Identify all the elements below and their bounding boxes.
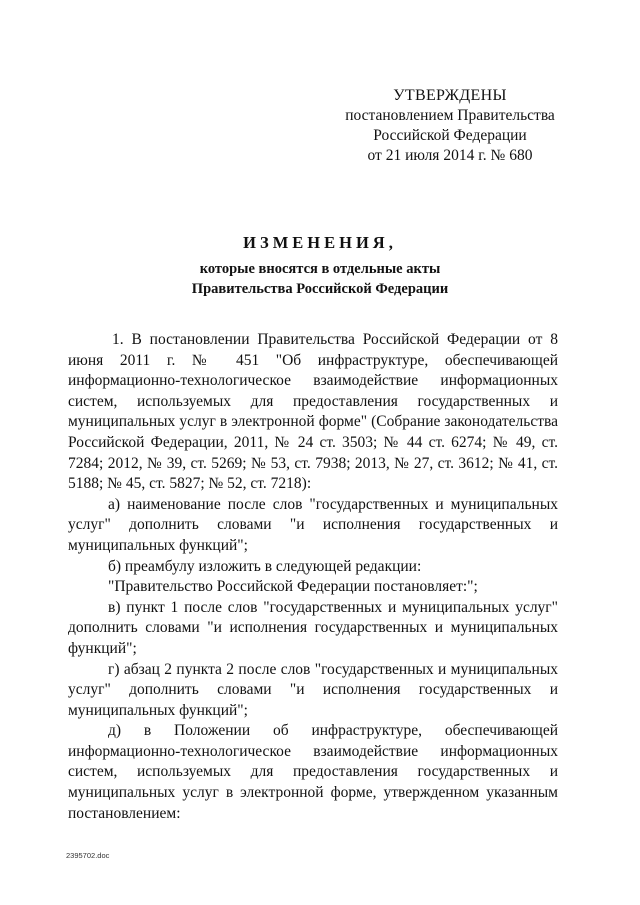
document-title: ИЗМЕНЕНИЯ,	[243, 233, 397, 252]
paragraph-item-d: д) в Положении об инфраструктуре, обеспечивающей информационно-технологическое взаимодействие информационных систем, используемых для предоставления государственных и муниципальных услуг в электронной форме, утвержденном указанным постановлением:	[68, 722, 558, 822]
paragraph-item-v: в) пункт 1 после слов "государственных и муниципальных услуг" дополнить словами "и исполнения государственных и муниципальных функций";	[68, 598, 558, 657]
approval-line-1: постановлением Правительства	[345, 107, 555, 124]
document-subtitle-line-2: Правительства Российской Федерации	[191, 281, 449, 297]
paragraph-item-a: а) наименование после слов "государственных и муниципальных услуг" дополнить словами "и исполнения государственных и муниципальных функций";	[68, 495, 558, 554]
approval-stamp	[330, 86, 570, 166]
paragraph-item-b: б) преамбулу изложить в следующей редакции:	[108, 557, 422, 575]
document-body	[68, 330, 558, 824]
document-heading	[60, 232, 580, 299]
document-subtitle-line-1: которые вносятся в отдельные акты	[199, 261, 441, 277]
paragraph-item-g: г) абзац 2 пункта 2 после слов "государственных и муниципальных услуг" дополнить словами "и исполнения государственных и муниципальных функций";	[68, 660, 558, 719]
paragraph-preamble-quote: "Правительство Российской Федерации постановляет:";	[108, 578, 478, 596]
document-file-code: 2395702.doc	[66, 851, 110, 860]
approval-heading: УТВЕРЖДЕНЫ	[393, 87, 507, 104]
paragraph-1: 1. В постановлении Правительства Российской Федерации от 8 июня 2011 г. № 451 "Об инфраструктуре, обеспечивающей информационно-технологическое взаимодействие информационных систем, используемых для предоставления государственных и муниципальных услуг в электронной форме" (Собрание законодательства Российской Федерации, 2011, № 24 ст. 3503; № 44 ст. 6274; № 49, ст. 7284; 2012, № 39, ст. 5269; № 53, ст. 7938; 2013, № 27, ст. 3612; № 41, ст. 5188; № 45, ст. 5827; № 52, ст. 7218):	[68, 331, 558, 493]
approval-date-number: от 21 июля 2014 г. № 680	[367, 147, 533, 164]
approval-line-2: Российской Федерации	[373, 127, 527, 144]
